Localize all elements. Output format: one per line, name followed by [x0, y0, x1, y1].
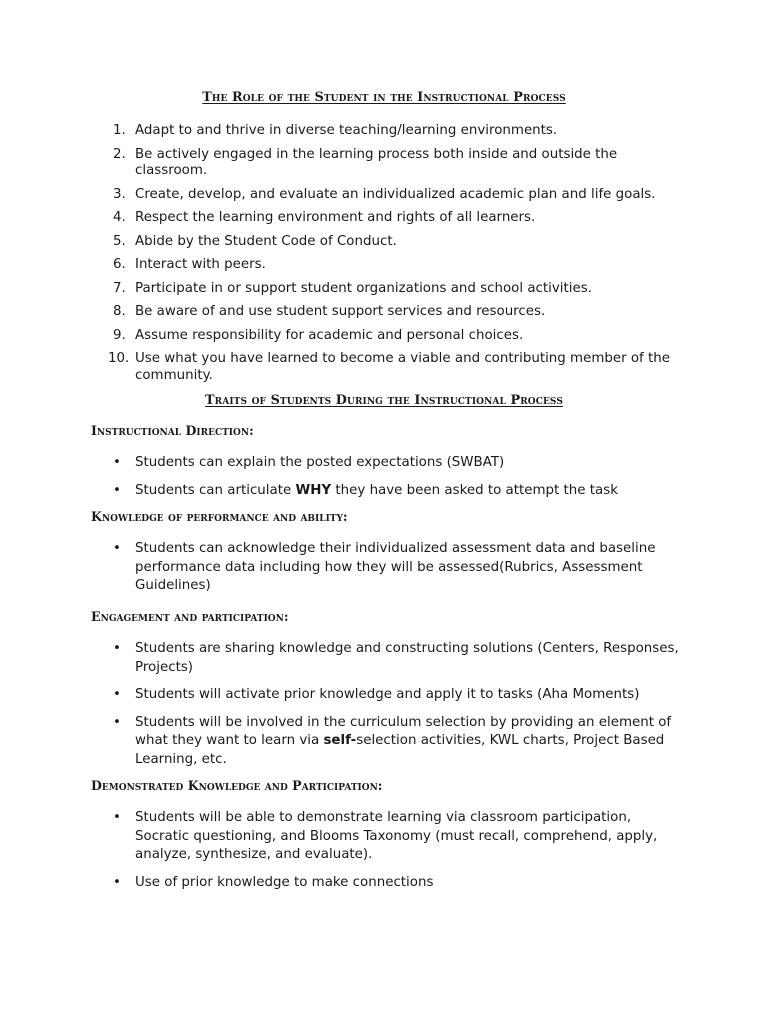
item-number: 7. — [113, 280, 126, 296]
item-number: 1. — [113, 123, 126, 138]
section-heading-instructional-direction: Instructional Direction: — [91, 423, 254, 438]
item-number: 8. — [113, 304, 126, 319]
item-text-bold: WHY — [295, 482, 332, 498]
bullet-icon: • — [113, 541, 121, 556]
item-text: Adapt to and thrive in diverse teaching/learning environments. — [135, 123, 558, 138]
list-item — [108, 686, 688, 705]
list-item — [108, 351, 688, 384]
bullet-icon: • — [113, 455, 121, 470]
item-text: Respect the learning environment and rights of all learners. — [135, 210, 536, 225]
item-number: 9. — [113, 327, 126, 343]
item-text: Assume responsibility for academic and personal choices. — [135, 327, 524, 343]
bullet-icon: • — [113, 714, 121, 730]
list-item — [108, 281, 688, 298]
list-item — [108, 874, 688, 893]
section-heading-demonstrated: Demonstrated Knowledge and Participation: — [91, 778, 383, 793]
item-text: Abide by the Student Code of Conduct. — [135, 233, 397, 249]
item-text-post: selection activities, KWL charts, Project Based Learning, etc. — [135, 733, 665, 767]
list-item — [108, 328, 688, 345]
item-text-post: they have been asked to attempt the task — [331, 482, 618, 498]
bullet-icon: • — [113, 874, 121, 890]
item-text: Interact with peers. — [135, 257, 266, 272]
list-item — [108, 482, 688, 501]
item-text: Create, develop, and evaluate an individualized academic plan and life goals. — [135, 186, 656, 202]
item-number: 3. — [113, 186, 126, 202]
item-text: Students will be able to demonstrate learning via classroom participation, Socratic questioning, and Blooms Taxonomy (must recall, comprehend, apply, analyze, synthesize, and evaluate). — [135, 810, 658, 862]
item-text: Be actively engaged in the learning process both inside and outside the classroom. — [135, 146, 618, 178]
item-text: Students are sharing knowledge and constructing solutions (Centers, Responses, Projects) — [135, 641, 679, 675]
list-item — [108, 809, 688, 865]
item-text: Students can explain the posted expectations (SWBAT) — [135, 455, 505, 470]
item-text-bold: self- — [323, 733, 357, 748]
engagement-list — [108, 640, 688, 778]
demonstrated-list — [108, 809, 688, 901]
item-number: 6. — [113, 257, 126, 272]
list-item — [108, 234, 688, 251]
instructional-direction-list — [108, 454, 688, 509]
list-item — [108, 714, 688, 770]
item-number: 4. — [113, 210, 126, 225]
item-number: 2. — [113, 146, 126, 162]
knowledge-performance-list — [108, 540, 688, 605]
section-heading-knowledge-performance: Knowledge of performance and ability: — [91, 509, 348, 524]
bullet-icon: • — [113, 482, 121, 498]
list-item — [108, 454, 688, 473]
list-item — [108, 147, 688, 180]
item-number: 5. — [113, 233, 126, 249]
item-text: Be aware of and use student support services and resources. — [135, 304, 546, 319]
list-item — [108, 640, 688, 677]
list-item — [108, 540, 688, 596]
list-item — [108, 210, 688, 227]
item-text-pre: Students can articulate — [135, 482, 296, 498]
page-title: The Role of the Student in the Instructional Process — [202, 90, 566, 105]
item-text-pre: Students will be involved in the curriculum selection by providing an element of what they want to learn via — [135, 714, 672, 748]
list-item — [108, 304, 688, 321]
list-item — [108, 123, 688, 140]
item-text: Students can acknowledge their individualized assessment data and baseline performance data including how they will be assessed(Rubrics, Assessment Guidelines) — [135, 541, 656, 593]
bullet-icon: • — [113, 687, 121, 702]
list-item — [108, 187, 688, 204]
item-text: Participate in or support student organizations and school activities. — [135, 280, 592, 296]
list-item — [108, 257, 688, 274]
bullet-icon: • — [113, 641, 121, 656]
item-text: Students will activate prior knowledge and apply it to tasks (Aha Moments) — [135, 687, 640, 702]
section-heading-engagement: Engagement and participation: — [91, 609, 289, 624]
item-text: Use of prior knowledge to make connections — [135, 874, 434, 890]
student-role-list — [108, 123, 688, 391]
item-number: 10. — [108, 351, 130, 366]
bullet-icon: • — [113, 810, 121, 825]
item-text: Use what you have learned to become a viable and contributing member of the community. — [135, 351, 671, 383]
traits-title: Traits of Students During the Instructional Process — [205, 393, 563, 408]
